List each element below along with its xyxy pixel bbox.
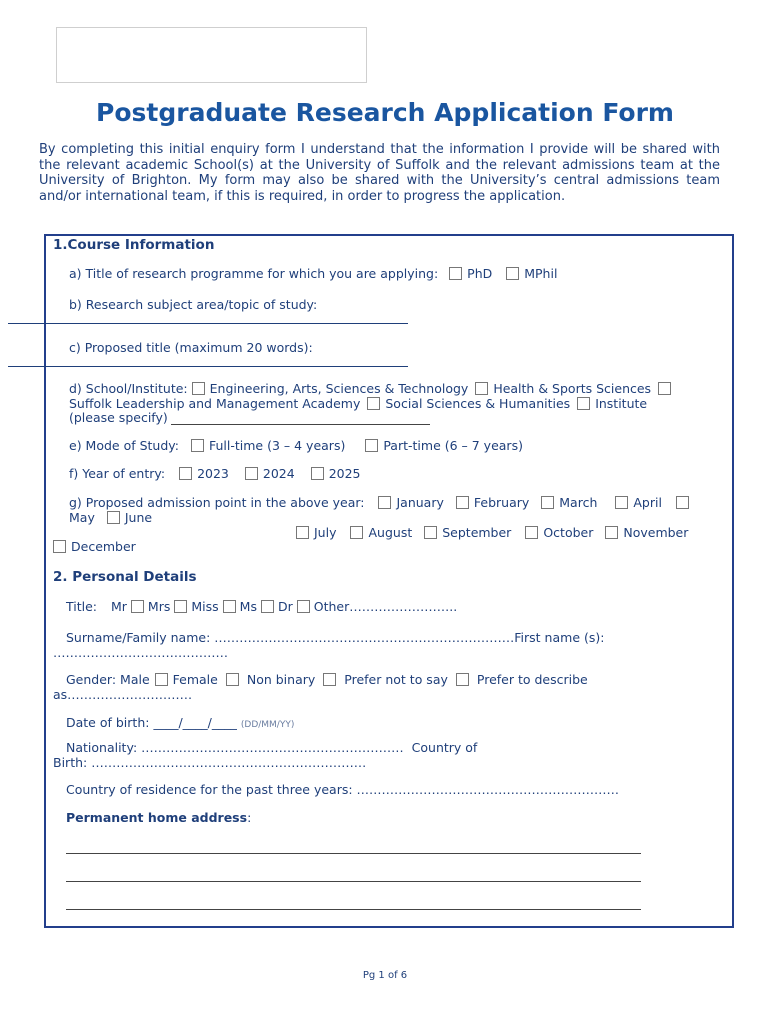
gender-label: Gender: Male: [66, 672, 150, 687]
country-birth-label-2: Birth:: [53, 755, 88, 770]
option-school-east: Engineering, Arts, Sciences & Technology: [209, 381, 469, 396]
checkbox-prefer-not[interactable]: [456, 673, 469, 686]
option-mphil: MPhil: [524, 266, 558, 281]
checkbox-2024[interactable]: [245, 467, 258, 480]
question-a-label: a) Title of research programme for which you are applying:: [69, 266, 439, 281]
name-row: [66, 630, 604, 645]
address-line-1[interactable]: [66, 853, 641, 854]
checkbox-mr[interactable]: [131, 600, 144, 613]
option-june: June: [124, 510, 153, 525]
checkbox-december[interactable]: [53, 540, 66, 553]
question-d-label: d) School/Institute:: [69, 381, 188, 396]
country-birth-label: Country of: [411, 740, 478, 755]
option-prefer-not: Prefer not to say: [344, 672, 448, 687]
question-g-line3: [289, 525, 688, 540]
option-miss: Miss: [191, 599, 219, 614]
surname-field[interactable]: ………………………………………………………………: [214, 630, 515, 645]
question-g-line4: [46, 539, 136, 554]
option-2025: 2025: [328, 466, 361, 481]
question-e-label: e) Mode of Study:: [69, 438, 179, 453]
address-line-3[interactable]: [66, 909, 641, 910]
checkbox-2023[interactable]: [179, 467, 192, 480]
question-a: [69, 266, 557, 281]
checkbox-may[interactable]: [676, 496, 689, 509]
checkbox-parttime[interactable]: [365, 439, 378, 452]
section-heading-course: 1.Course Information: [53, 237, 215, 253]
option-january: January: [396, 495, 444, 510]
page-title: Postgraduate Research Application Form: [96, 98, 674, 127]
option-parttime: Part-time (6 – 7 years): [383, 438, 523, 453]
country-birth-row: [53, 755, 366, 770]
title-label: Title:: [66, 599, 97, 614]
checkbox-ms[interactable]: [261, 600, 274, 613]
option-march: March: [559, 495, 598, 510]
address-colon: :: [247, 810, 252, 825]
question-g-line1: [69, 495, 694, 510]
question-d-specify: (please specify): [69, 410, 168, 425]
residence-label: Country of residence for the past three years:: [66, 782, 353, 797]
option-mr: Mr: [110, 599, 127, 614]
checkbox-november[interactable]: [605, 526, 618, 539]
logo-placeholder: [56, 27, 367, 83]
checkbox-july[interactable]: [296, 526, 309, 539]
checkbox-male[interactable]: [155, 673, 168, 686]
checkbox-march[interactable]: [541, 496, 554, 509]
question-b-label: b) Research subject area/topic of study:: [69, 297, 318, 312]
question-d-line1: [69, 381, 676, 396]
option-school-leadership: Suffolk Leadership and Management Academy: [69, 396, 361, 411]
question-d-line2: [69, 396, 647, 411]
option-2023: 2023: [197, 466, 229, 481]
section-heading-personal: 2. Personal Details: [53, 569, 197, 585]
option-august: August: [368, 525, 413, 540]
country-birth-field[interactable]: …………………………………………………………: [91, 755, 367, 770]
option-fulltime: Full-time (3 – 4 years): [209, 438, 346, 453]
dob-hint: (DD/MM/YY): [240, 720, 295, 730]
checkbox-school-social[interactable]: [367, 397, 380, 410]
option-february: February: [473, 495, 530, 510]
checkbox-august[interactable]: [350, 526, 363, 539]
title-other-field[interactable]: ……………………..: [349, 599, 458, 614]
institute-specify-field[interactable]: [171, 424, 430, 425]
checkbox-phd[interactable]: [449, 267, 462, 280]
checkbox-2025[interactable]: [311, 467, 324, 480]
address-heading-row: [66, 810, 251, 825]
research-subject-field[interactable]: [8, 323, 408, 324]
option-ms: Ms: [239, 599, 257, 614]
nationality-label: Nationality:: [66, 740, 138, 755]
firstname-label: First name (s):: [514, 630, 605, 645]
checkbox-fulltime[interactable]: [191, 439, 204, 452]
question-g-line2: [69, 510, 152, 525]
checkbox-school-leadership[interactable]: [658, 382, 671, 395]
question-g-label: g) Proposed admission point in the above year:: [69, 495, 365, 510]
gender-describe-field[interactable]: as…………………………: [53, 687, 193, 702]
option-mrs: Mrs: [147, 599, 171, 614]
residence-field[interactable]: ………………………………………………………: [356, 782, 620, 797]
checkbox-september[interactable]: [424, 526, 437, 539]
option-december: December: [71, 539, 136, 554]
checkbox-school-health[interactable]: [475, 382, 488, 395]
surname-label: Surname/Family name:: [66, 630, 211, 645]
option-school-health: Health & Sports Sciences: [493, 381, 652, 396]
firstname-field[interactable]: ……………………………………: [53, 645, 228, 660]
option-other: Other: [313, 599, 350, 614]
option-school-social: Social Sciences & Humanities: [385, 396, 571, 411]
question-c-label: c) Proposed title (maximum 20 words):: [69, 340, 313, 355]
dob-row: [66, 715, 294, 733]
nationality-field[interactable]: ………………………………………………………: [141, 740, 404, 755]
checkbox-school-institute[interactable]: [577, 397, 590, 410]
option-prefer-describe: Prefer to describe: [476, 672, 588, 687]
checkbox-october[interactable]: [525, 526, 538, 539]
option-july: July: [314, 525, 337, 540]
option-nonbinary: Non binary: [246, 672, 316, 687]
dob-label: Date of birth:: [66, 715, 150, 730]
checkbox-june[interactable]: [107, 511, 120, 524]
intro-paragraph: By completing this initial enquiry form I understand that the information I provide will be shared with the relevant academic School(s) at the University of Suffolk and the relevant admissions team at the University of Brighton. My form may also be shared with the University’s central admissions team and/or international team, if this is required, in order to progress the application.: [39, 142, 720, 204]
question-f: [69, 466, 361, 481]
checkbox-miss[interactable]: [223, 600, 236, 613]
checkbox-january[interactable]: [378, 496, 391, 509]
title-row: [66, 599, 457, 614]
question-e: [69, 438, 523, 453]
page-number: Pg 1 of 6: [362, 970, 408, 981]
proposed-title-field[interactable]: [8, 366, 408, 367]
option-september: September: [442, 525, 512, 540]
address-label: Permanent home address: [66, 810, 248, 825]
checkbox-school-east[interactable]: [192, 382, 205, 395]
checkbox-mphil[interactable]: [506, 267, 519, 280]
option-female: Female: [172, 672, 218, 687]
residence-row: [66, 782, 619, 797]
checkbox-nonbinary[interactable]: [323, 673, 336, 686]
option-school-institute: Institute: [595, 396, 648, 411]
nationality-row: [66, 740, 477, 755]
option-october: October: [543, 525, 594, 540]
checkbox-april[interactable]: [615, 496, 628, 509]
address-line-2[interactable]: [66, 881, 641, 882]
dob-field[interactable]: ____/____/____: [153, 715, 237, 730]
option-dr: Dr: [277, 599, 293, 614]
question-f-label: f) Year of entry:: [69, 466, 166, 481]
checkbox-mrs[interactable]: [174, 600, 187, 613]
gender-row: [66, 672, 588, 687]
checkbox-february[interactable]: [456, 496, 469, 509]
checkbox-female[interactable]: [226, 673, 239, 686]
option-april: April: [633, 495, 662, 510]
checkbox-dr[interactable]: [297, 600, 310, 613]
option-may: May: [69, 510, 95, 525]
option-2024: 2024: [262, 466, 295, 481]
option-november: November: [623, 525, 689, 540]
option-phd: PhD: [467, 266, 493, 281]
